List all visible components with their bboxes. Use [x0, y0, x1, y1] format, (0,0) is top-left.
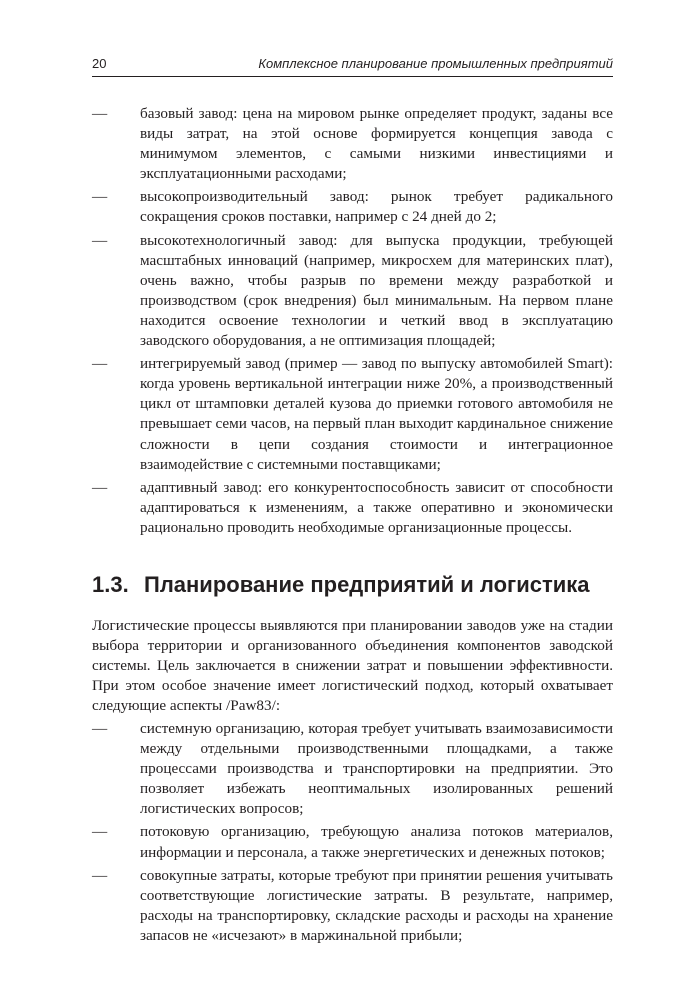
dash-bullet: —: [92, 823, 108, 841]
list-item: [92, 866, 613, 946]
list-item-text: совокупные затраты, которые требуют при принятии решения учитывать соответствующие логистические затраты. В результате, например, расходы на транспортировку, складские расходы и расходы на хранение запасов не «исчезают» в маржинальной прибыли;: [140, 866, 613, 944]
list-item-text: потоковую организацию, требующую анализа потоков материалов, информации и персонала, а также энергетических и денежных потоков;: [140, 823, 613, 861]
running-header: [92, 56, 613, 77]
dash-bullet: —: [92, 355, 108, 373]
list-item: [92, 104, 613, 184]
section-heading: [92, 571, 590, 599]
dash-bullet: —: [92, 478, 108, 496]
dash-bullet: —: [92, 188, 108, 206]
list-item: [92, 478, 613, 538]
dash-bullet: —: [92, 231, 108, 249]
logistics-aspects-list: [92, 719, 613, 949]
page-number: 20: [92, 56, 107, 71]
list-item-text: базовый завод: цена на мировом рынке определяет продукт, заданы все виды затрат, на этой основе формируется концепция завода с минимумом элементов, с самыми низкими инвестициями и эксплуатационными расходами;: [140, 105, 613, 183]
dash-bullet: —: [92, 105, 108, 122]
list-item: [92, 719, 613, 819]
section-title: Планирование предприятий и логистика: [144, 572, 590, 597]
list-item: [92, 231, 613, 352]
dash-bullet: —: [92, 720, 108, 737]
section-paragraph: Логистические процессы выявляются при планировании заводов уже на стадии выбора территории и организованного объединения компонентов заводской системы. Цель заключается в снижении затрат и повышении эффективности. При этом особое значение имеет логистический подход, который охватывает следующие аспекты /Paw83/:: [92, 617, 613, 715]
section-number: 1.3.: [92, 572, 129, 597]
list-item: [92, 354, 613, 475]
list-item: [92, 187, 613, 227]
plant-types-list: [92, 104, 613, 541]
list-item-text: высокотехнологичный завод: для выпуска продукции, требующей масштабных инноваций (например, микросхем для материнских плат), очень важно, чтобы разрыв по времени между разработкой и производством (срок внедрения) был минимальным. На первом плане находится освоение технологии и четкий ввод в эксплуатацию заводского оборудования, а не оптимизация площадей;: [140, 231, 613, 350]
list-item-text: системную организацию, которая требует учитывать взаимозависимости между отдельными производственными площадками, а также процессами производства и транспортировки на предприятии. Это позволяет избежать неоптимальных изолированных решений логистических вопросов;: [140, 720, 613, 818]
list-item-text: адаптивный завод: его конкурентоспособность зависит от способности адаптироваться к изменениям, а также оперативно и экономически рационально проводить необходимые организационные процессы.: [140, 478, 613, 536]
list-item-text: высокопроизводительный завод: рынок требует радикального сокращения сроков поставки, например с 24 дней до 2;: [140, 188, 613, 226]
dash-bullet: —: [92, 866, 108, 884]
list-item-text: интегрируемый завод (пример — завод по выпуску автомобилей Smart): когда уровень вертикальной интеграции ниже 20%, а производственный цикл от штамповки деталей кузова до приемки готового автомобиля не превышает семи часов, на первый план выходит кардинальное снижение сложности в цепи создания стоимости и интеграционное взаимодействие с системными поставщиками;: [140, 355, 613, 473]
running-title: Комплексное планирование промышленных предприятий: [258, 56, 613, 71]
list-item: [92, 822, 613, 862]
